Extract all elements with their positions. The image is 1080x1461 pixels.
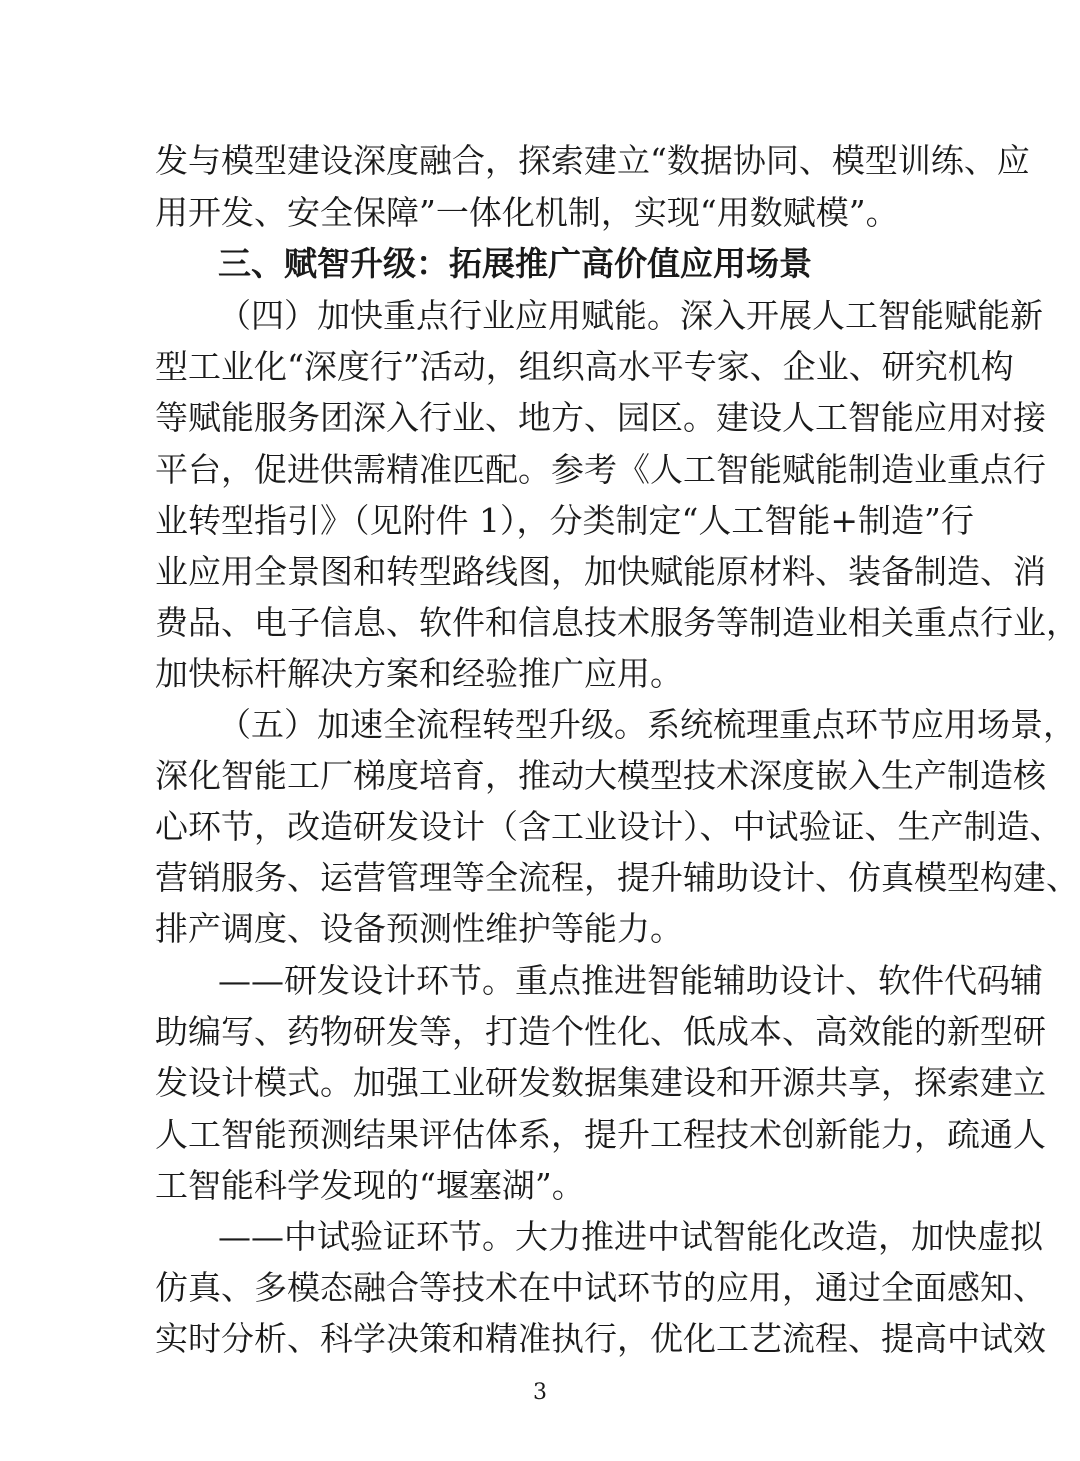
text-line: 助编写、药物研发等，打造个性化、低成本、高效能的新型研 [155, 1012, 1046, 1051]
text-line: 工智能科学发现的“堰塞湖”。 [155, 1166, 585, 1205]
text-line: 等赋能服务团深入行业、地方、园区。建设人工智能应用对接 [155, 398, 1046, 437]
page-number: 3 [533, 1380, 547, 1405]
text-line: 发与模型建设深度融合，探索建立“数据协同、模型训练、应 [155, 141, 1030, 180]
paragraph-first-line: ——中试验证环节。大力推进中试智能化改造，加快虚拟 [218, 1217, 1043, 1256]
text-line: 用开发、安全保障”一体化机制，实现“用数赋模”。 [155, 193, 899, 232]
text-line: 业应用全景图和转型路线图，加快赋能原材料、装备制造、消 [155, 552, 1046, 591]
paragraph-first-line: （五）加速全流程转型升级。系统梳理重点环节应用场景， [218, 705, 1076, 744]
text-line: 加快标杆解决方案和经验推广应用。 [155, 654, 683, 693]
text-line: 平台，促进供需精准匹配。参考《人工智能赋能制造业重点行 [155, 450, 1046, 489]
text-line: 仿真、多模态融合等技术在中试环节的应用，通过全面感知、 [155, 1268, 1046, 1307]
text-line: 发设计模式。加强工业研发数据集建设和开源共享，探索建立 [155, 1063, 1046, 1102]
text-line: 实时分析、科学决策和精准执行，优化工艺流程、提高中试效 [155, 1319, 1046, 1358]
paragraph-first-line: ——研发设计环节。重点推进智能辅助设计、软件代码辅 [218, 961, 1043, 1000]
text-line: 型工业化“深度行”活动，组织高水平专家、企业、研究机构 [155, 347, 1014, 386]
section-heading: 三、赋智升级：拓展推广高价值应用场景 [218, 244, 812, 283]
text-line: 心环节，改造研发设计（含工业设计）、中试验证、生产制造、 [155, 807, 1063, 846]
text-line: 营销服务、运营管理等全流程，提升辅助设计、仿真模型构建、 [155, 858, 1079, 897]
text-line: 人工智能预测结果评估体系，提升工程技术创新能力，疏通人 [155, 1115, 1046, 1154]
paragraph-first-line: （四）加快重点行业应用赋能。深入开展人工智能赋能新 [218, 296, 1043, 335]
text-line: 排产调度、设备预测性维护等能力。 [155, 909, 683, 948]
text-line: 深化智能工厂梯度培育，推动大模型技术深度嵌入生产制造核 [155, 756, 1046, 795]
text-line: 费品、电子信息、软件和信息技术服务等制造业相关重点行业， [155, 603, 1079, 642]
text-line: 业转型指引》（见附件 1），分类制定“人工智能+制造”行 [155, 501, 974, 540]
